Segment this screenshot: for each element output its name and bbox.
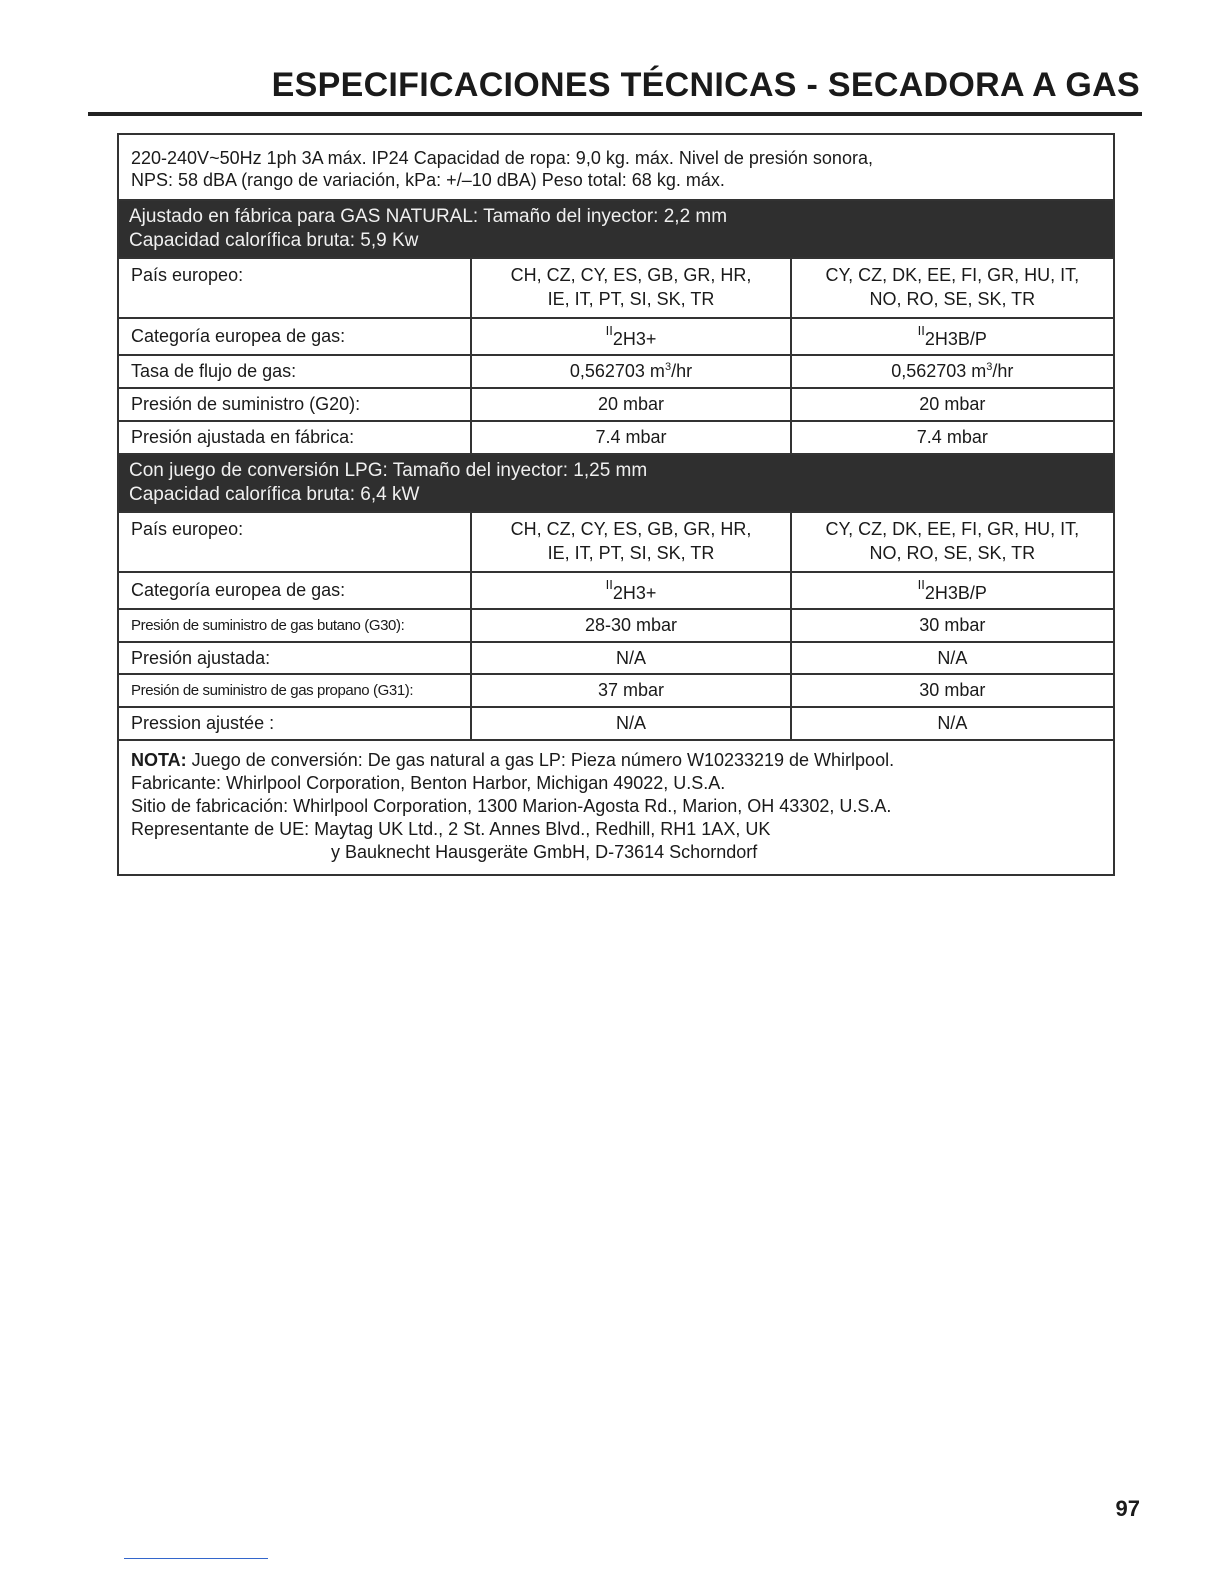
country-line: IE, IT, PT, SI, SK, TR — [547, 289, 715, 309]
flow-value: 0,562703 m — [891, 361, 987, 381]
table-row — [118, 642, 1114, 674]
row-label: Tasa de flujo de gas: — [118, 355, 471, 388]
flow-rate — [791, 355, 1114, 388]
row-label: Categoría europea de gas: — [118, 572, 471, 609]
row-label: Presión ajustada en fábrica: — [118, 421, 471, 454]
row-label: Presión de suministro de gas propano (G31): — [118, 674, 471, 707]
table-cell: 30 mbar — [791, 609, 1114, 642]
table-row — [118, 707, 1114, 740]
gas-category — [791, 572, 1114, 609]
table-cell: 28-30 mbar — [471, 609, 790, 642]
country-list — [471, 258, 790, 318]
table-cell: N/A — [791, 642, 1114, 674]
row-label: Presión ajustada: — [118, 642, 471, 674]
natural-gas-header — [118, 200, 1114, 258]
flow-unit: /hr — [671, 361, 693, 381]
lpg-header-line-1: Con juego de conversión LPG: Tamaño del inyector: 1,25 mm — [129, 460, 648, 481]
table-cell: 20 mbar — [791, 388, 1114, 421]
note-text: Juego de conversión: De gas natural a gas LP: Pieza número W10233219 de Whirlpool. — [186, 750, 895, 770]
note-row — [118, 740, 1114, 875]
country-list — [471, 512, 790, 572]
note-label: NOTA: — [131, 750, 187, 770]
natural-gas-header-line-1: Ajustado en fábrica para GAS NATURAL: Tamaño del inyector: 2,2 mm — [129, 206, 728, 227]
flow-rate — [471, 355, 790, 388]
spec-table — [117, 133, 1115, 876]
category-prefix: II — [917, 577, 925, 592]
table-row — [118, 421, 1114, 454]
footer-divider — [124, 1558, 268, 1559]
row-label: Presión de suministro (G20): — [118, 388, 471, 421]
country-line: CY, CZ, DK, EE, FI, GR, HU, IT, — [825, 519, 1080, 539]
country-list — [791, 512, 1114, 572]
row-label: Categoría europea de gas: — [118, 318, 471, 355]
table-cell: N/A — [471, 707, 790, 740]
lpg-header-line-2: Capacidad calorífica bruta: 6,4 kW — [129, 484, 420, 505]
table-row — [118, 512, 1114, 572]
title-divider — [88, 112, 1142, 116]
country-line: IE, IT, PT, SI, SK, TR — [547, 543, 715, 563]
note-line-3: Sitio de fabricación: Whirlpool Corporation, 1300 Marion-Agosta Rd., Marion, OH 43302, U.S.A. — [131, 796, 892, 816]
category-code: 2H3+ — [612, 329, 657, 349]
table-cell: N/A — [471, 642, 790, 674]
table-cell: 37 mbar — [471, 674, 790, 707]
category-prefix: II — [605, 323, 613, 338]
row-label: Pression ajustée : — [118, 707, 471, 740]
intro-line-1: 220-240V~50Hz 1ph 3A máx. IP24 Capacidad de ropa: 9,0 kg. máx. Nivel de presión sonora, — [131, 148, 873, 168]
country-line: NO, RO, SE, SK, TR — [869, 543, 1036, 563]
country-line: CH, CZ, CY, ES, GB, GR, HR, — [510, 265, 752, 285]
country-line: NO, RO, SE, SK, TR — [869, 289, 1036, 309]
note-cell — [118, 740, 1114, 875]
intro-line-2: NPS: 58 dBA (rango de variación, kPa: +/–10 dBA) Peso total: 68 kg. máx. — [131, 170, 725, 190]
note-line-1 — [131, 749, 1101, 772]
table-row — [118, 572, 1114, 609]
page-title: ESPECIFICACIONES TÉCNICAS - SECADORA A GAS — [271, 66, 1140, 104]
table-row — [118, 609, 1114, 642]
intro-row — [118, 134, 1114, 200]
country-line: CH, CZ, CY, ES, GB, GR, HR, — [510, 519, 752, 539]
category-code: 2H3+ — [612, 583, 657, 603]
category-code: 2H3B/P — [924, 583, 987, 603]
table-row — [118, 674, 1114, 707]
table-row — [118, 355, 1114, 388]
table-row — [118, 258, 1114, 318]
table-cell: 7.4 mbar — [791, 421, 1114, 454]
natural-gas-header-line-2: Capacidad calorífica bruta: 5,9 Kw — [129, 230, 419, 251]
category-prefix: II — [917, 323, 925, 338]
category-code: 2H3B/P — [924, 329, 987, 349]
note-line-4: Representante de UE: Maytag UK Ltd., 2 St. Annes Blvd., Redhill, RH1 1AX, UK — [131, 819, 771, 839]
lpg-header — [118, 454, 1114, 512]
flow-unit: /hr — [992, 361, 1014, 381]
note-line-5: y Bauknecht Hausgeräte GmbH, D-73614 Schorndorf — [331, 842, 758, 862]
table-cell: 20 mbar — [471, 388, 790, 421]
intro-cell — [118, 134, 1114, 200]
row-label: Presión de suministro de gas butano (G30): — [118, 609, 471, 642]
table-cell: 7.4 mbar — [471, 421, 790, 454]
country-list — [791, 258, 1114, 318]
table-cell: N/A — [791, 707, 1114, 740]
flow-exponent: 3 — [986, 361, 993, 373]
category-prefix: II — [605, 577, 613, 592]
row-label: País europeo: — [118, 258, 471, 318]
gas-category — [471, 572, 790, 609]
page-number: 97 — [1115, 1496, 1140, 1521]
row-label: País europeo: — [118, 512, 471, 572]
table-row — [118, 388, 1114, 421]
table-row — [118, 318, 1114, 355]
note-line-2: Fabricante: Whirlpool Corporation, Benton Harbor, Michigan 49022, U.S.A. — [131, 773, 726, 793]
flow-exponent: 3 — [664, 361, 672, 373]
country-line: CY, CZ, DK, EE, FI, GR, HU, IT, — [825, 265, 1080, 285]
gas-category — [791, 318, 1114, 355]
table-cell: 30 mbar — [791, 674, 1114, 707]
flow-value: 0,562703 m — [569, 361, 665, 381]
gas-category — [471, 318, 790, 355]
